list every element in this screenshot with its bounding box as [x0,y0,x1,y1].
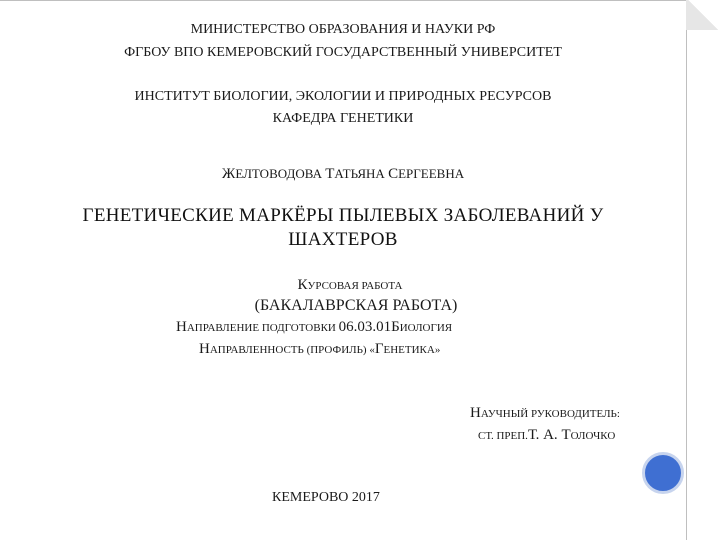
author-initial-2: Т [325,166,335,182]
ministry-line: МИНИСТЕРСТВО ОБРАЗОВАНИЯ И НАУКИ РФ [190,22,496,37]
direction-code: 06.03.01 [338,319,392,335]
work-type: КУРСОВАЯ РАБОТА [297,277,403,293]
author-part-3: ЕРГЕЕВНА [398,166,465,181]
author-part-2: АТЬЯНА [334,166,389,181]
thesis-title-line-2: ШАХТЕРОВ [288,229,398,250]
supervisor-label: НАУЧНЫЙ РУКОВОДИТЕЛЬ: [470,405,620,421]
department-line: КАФЕДРА ГЕНЕТИКИ [272,111,414,126]
decorative-circle [642,452,684,494]
supervisor-name: СТ. ПРЕП.Т. А. ТОЛОЧКО [478,427,616,443]
slide-frame-top [0,0,686,1]
author-name [0,166,686,183]
university-line: ФГБОУ ВПО КЕМЕРОВСКИЙ ГОСУДАРСТВЕННЫЙ УНИВЕРСИТЕТ [124,45,562,60]
study-direction: НАПРАВЛЕНИЕ ПОДГОТОВКИ 06.03.01БИОЛОГИЯ [176,319,453,335]
city-year: КЕМЕРОВО 2017 [272,490,380,505]
study-profile: НАПРАВЛЕННОСТЬ (ПРОФИЛЬ) «ГЕНЕТИКА» [199,341,441,357]
thesis-title-line-1: ГЕНЕТИЧЕСКИЕ МАРКЁРЫ ПЫЛЕВЫХ ЗАБОЛЕВАНИЙ У [82,205,604,226]
corner-fold-decoration [686,0,720,30]
author-initial-1: Ж [221,166,236,182]
slide-frame-right [686,0,687,540]
institute-line: ИНСТИТУТ БИОЛОГИИ, ЭКОЛОГИИ И ПРИРОДНЫХ РЕСУРСОВ [134,89,552,104]
author-part-1: ЕЛТОВОДОВА [235,166,326,181]
author-initial-3: С [388,166,399,182]
work-subtype: (БАКАЛАВРСКАЯ РАБОТА) [254,297,458,314]
